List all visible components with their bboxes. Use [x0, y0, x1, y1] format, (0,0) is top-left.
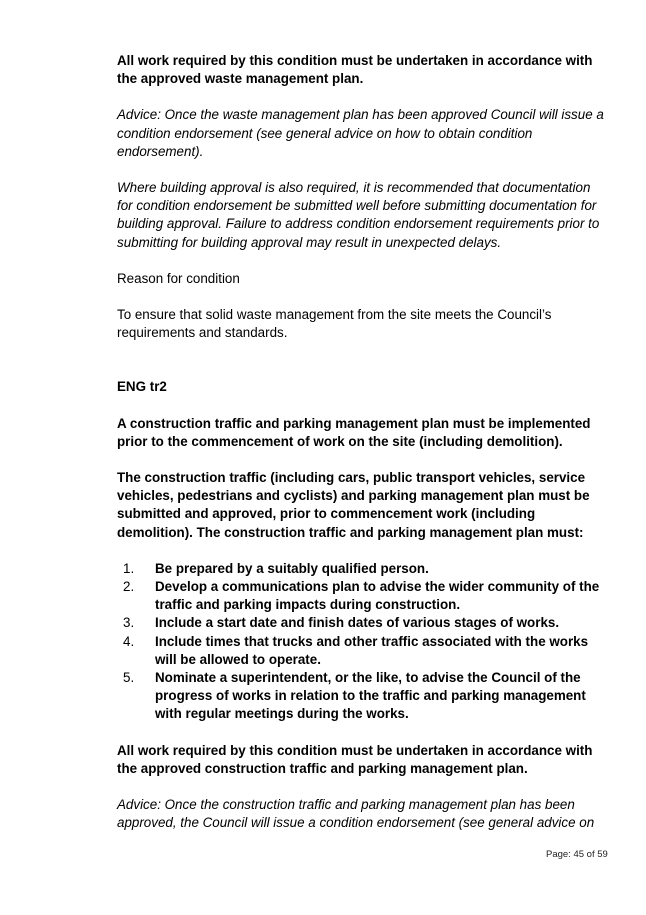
- paragraph-traffic-requirement: All work required by this condition must be undertaken in accordance with the approved construction traffic and parking management plan.: [117, 742, 593, 776]
- list-text: Develop a communications plan to advise the wider community of the traffic and parking impacts during construction.: [155, 579, 600, 613]
- list-number: 2.: [123, 579, 135, 595]
- paragraph-traffic-plan: A construction traffic and parking management plan must be implemented prior to the commencement of work on the site (including demolition).: [117, 415, 591, 449]
- list-text: Be prepared by a suitably qualified person.: [155, 560, 429, 576]
- paragraph-reason-text: To ensure that solid waste management from the site meets the Council’s requirements and standards.: [117, 307, 552, 341]
- list-number: 5.: [123, 670, 135, 686]
- paragraph-reason-label: Reason for condition: [117, 270, 240, 286]
- list-item: [117, 614, 607, 632]
- list-text: Include times that trucks and other traffic associated with the works will be allowed to operate.: [155, 633, 589, 667]
- paragraph-building-approval: Where building approval is also required, it is recommended that documentation for condition endorsement be submitted well before submitting documentation for building approval. Failure to address condition endorsement requirements prior to submitting for building approval may result in unexpected delays.: [117, 180, 600, 250]
- paragraph-waste-advice: Advice: Once the waste management plan has been approved Council will issue a condition endorsement (see general advice on how to obtain condition endorsement).: [117, 107, 604, 159]
- list-item: [117, 560, 607, 578]
- paragraph-waste-requirement: All work required by this condition must be undertaken in accordance with the approved waste management plan.: [117, 53, 593, 87]
- list-text: Include a start date and finish dates of various stages of works.: [155, 615, 560, 631]
- list-item: [117, 633, 607, 669]
- page-number: Page: 45 of 59: [546, 849, 608, 860]
- list-number: 4.: [123, 633, 135, 649]
- list-item: [117, 578, 607, 614]
- list-text: Nominate a superintendent, or the like, to advise the Council of the progress of works in relation to the traffic and parking management with regular meetings during the works.: [155, 670, 586, 722]
- list-item: [117, 669, 607, 724]
- document-page: [117, 52, 607, 833]
- paragraph-traffic-plan-detail: The construction traffic (including cars, public transport vehicles, service vehicles, pedestrians and cyclists) and parking management plan must be submitted and approved, prior to commencement work (including demolition). The construction traffic and parking management plan must:: [117, 470, 590, 540]
- list-number: 3.: [123, 615, 135, 631]
- requirements-list: [117, 560, 607, 724]
- list-number: 1.: [123, 560, 135, 576]
- section-heading: ENG tr2: [117, 379, 167, 395]
- paragraph-traffic-advice: Advice: Once the construction traffic and parking management plan has been approved, the Council will issue a condition endorsement (see general advice on: [117, 797, 595, 831]
